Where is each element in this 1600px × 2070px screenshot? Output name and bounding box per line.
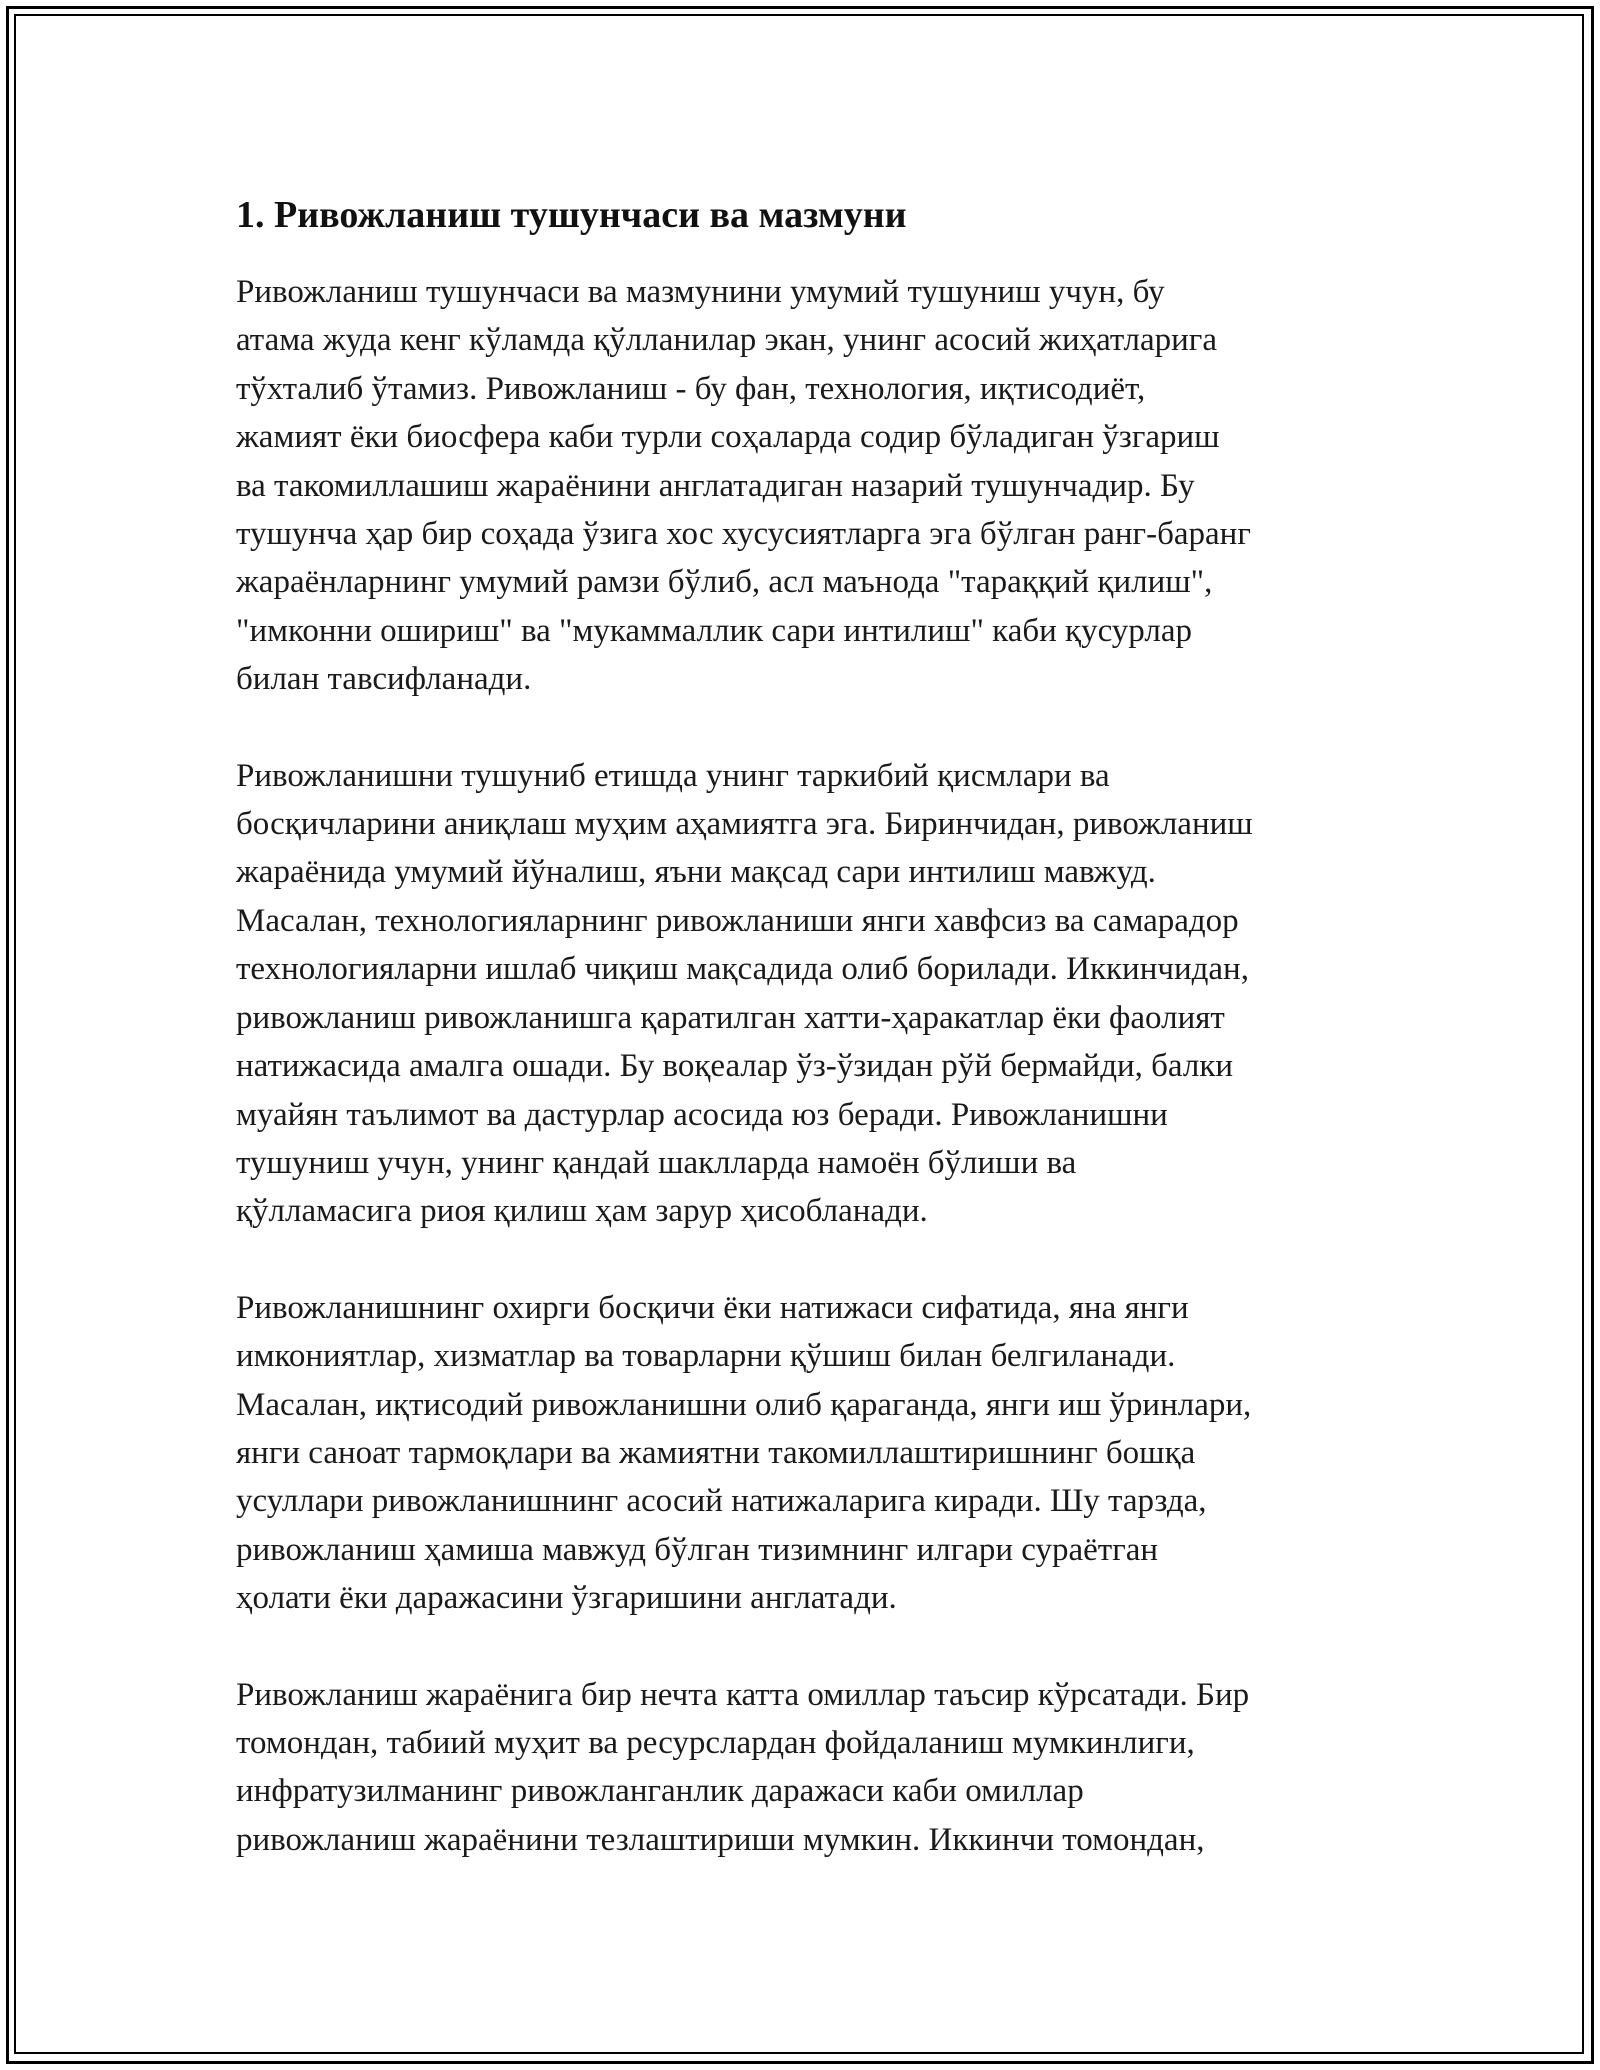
text-line: Ривожланишни тушуниб етишда унинг таркибий қисмлари ва [236, 757, 1110, 794]
text-line: атама жуда кенг кўламда қўлланилар экан, унинг асосий жиҳатларига [236, 322, 1217, 359]
text-line: муайян таълимот ва дастурлар асосида юз беради. Ривожланишни [236, 1096, 1168, 1133]
text-line: Ривожланиш тушунчаси ва мазмунини умумий тушуниш учун, бу [236, 274, 1165, 310]
text-line: ҳолати ёки даражасини ўзгаришини англатади. [236, 1580, 897, 1617]
text-line: тушуниш учун, унинг қандай шаклларда намоён бўлиши ва [236, 1144, 1077, 1181]
document-body [236, 184, 1376, 1912]
text-line: имкониятлар, хизматлар ва товарларни қўшиш билан белгиланади. [236, 1338, 1176, 1375]
text-line: технологияларни ишлаб чиқиш мақсадида олиб борилади. Иккинчидан, [236, 951, 1249, 988]
text-line: жараёнида умумий йўналиш, яъни мақсад сари интилиш мавжуд. [236, 854, 1156, 891]
text-line: янги саноат тармоқлари ва жамиятни такомиллаштиришнинг бошқа [236, 1434, 1196, 1471]
text-line: томондан, табиий муҳит ва ресурслардан фойдаланиш мумкинлиги, [236, 1724, 1195, 1761]
text-line: ривожланиш жараёнини тезлаштириши мумкин. Иккинчи томондан, [236, 1821, 1205, 1858]
text-line: босқичларини аниқлаш муҳим аҳамиятга эга. Биринчидан, ривожланиш [236, 806, 1253, 843]
paragraph-1 [236, 268, 1376, 704]
text-line: Масалан, технологияларнинг ривожланиши янги хавфсиз ва самарадор [236, 902, 1239, 939]
text-line: инфратузилманинг ривожланганлик даражаси каби омиллар [236, 1773, 1084, 1810]
text-line: ривожланиш ривожланишга қаратилган хатти-ҳаракатлар ёки фаолият [236, 999, 1225, 1036]
text-line: ва такомиллашиш жараёнини англатадиган назарий тушунчадир. Бу [236, 467, 1195, 504]
text-line: қўлламасига риоя қилиш ҳам зарур ҳисобланади. [236, 1193, 928, 1230]
text-line: тўхталиб ўтамиз. Ривожланиш - бу фан, технология, иқтисодиёт, [236, 370, 1146, 407]
text-line: тушунча ҳар бир соҳада ўзига хос хусусиятларга эга бўлган ранг-баранг [236, 516, 1251, 553]
text-line: жамият ёки биосфера каби турли соҳаларда содир бўладиган ўзгариш [236, 419, 1220, 456]
paragraph-3 [236, 1284, 1376, 1623]
paragraph-4 [236, 1671, 1376, 1865]
text-line: Масалан, иқтисодий ривожланишни олиб қараганда, янги иш ўринлари, [236, 1386, 1252, 1423]
text-line: натижасида амалга ошади. Бу воқеалар ўз-ўзидан рўй бермайди, балки [236, 1048, 1234, 1085]
paragraph-2 [236, 752, 1376, 1236]
text-line: билан тавсифланади. [236, 661, 532, 698]
section-heading: 1. Ривожланиш тушунчаси ва мазмуни [236, 194, 907, 236]
text-line: усуллари ривожланишнинг асосий натижаларига киради. Шу тарзда, [236, 1483, 1207, 1520]
text-line: Ривожланишнинг охирги босқичи ёки натижаси сифатида, яна янги [236, 1289, 1189, 1326]
text-line: Ривожланиш жараёнига бир нечта катта омиллар таъсир кўрсатади. Бир [236, 1676, 1250, 1713]
text-line: жараёнларнинг умумий рамзи бўлиб, асл маънода "тараққий қилиш", [236, 564, 1213, 601]
text-line: "имконни ошириш" ва "мукаммаллик сари интилиш" каби қусурлар [236, 612, 1192, 649]
text-line: ривожланиш ҳамиша мавжуд бўлган тизимнинг илгари сураётган [236, 1531, 1159, 1568]
